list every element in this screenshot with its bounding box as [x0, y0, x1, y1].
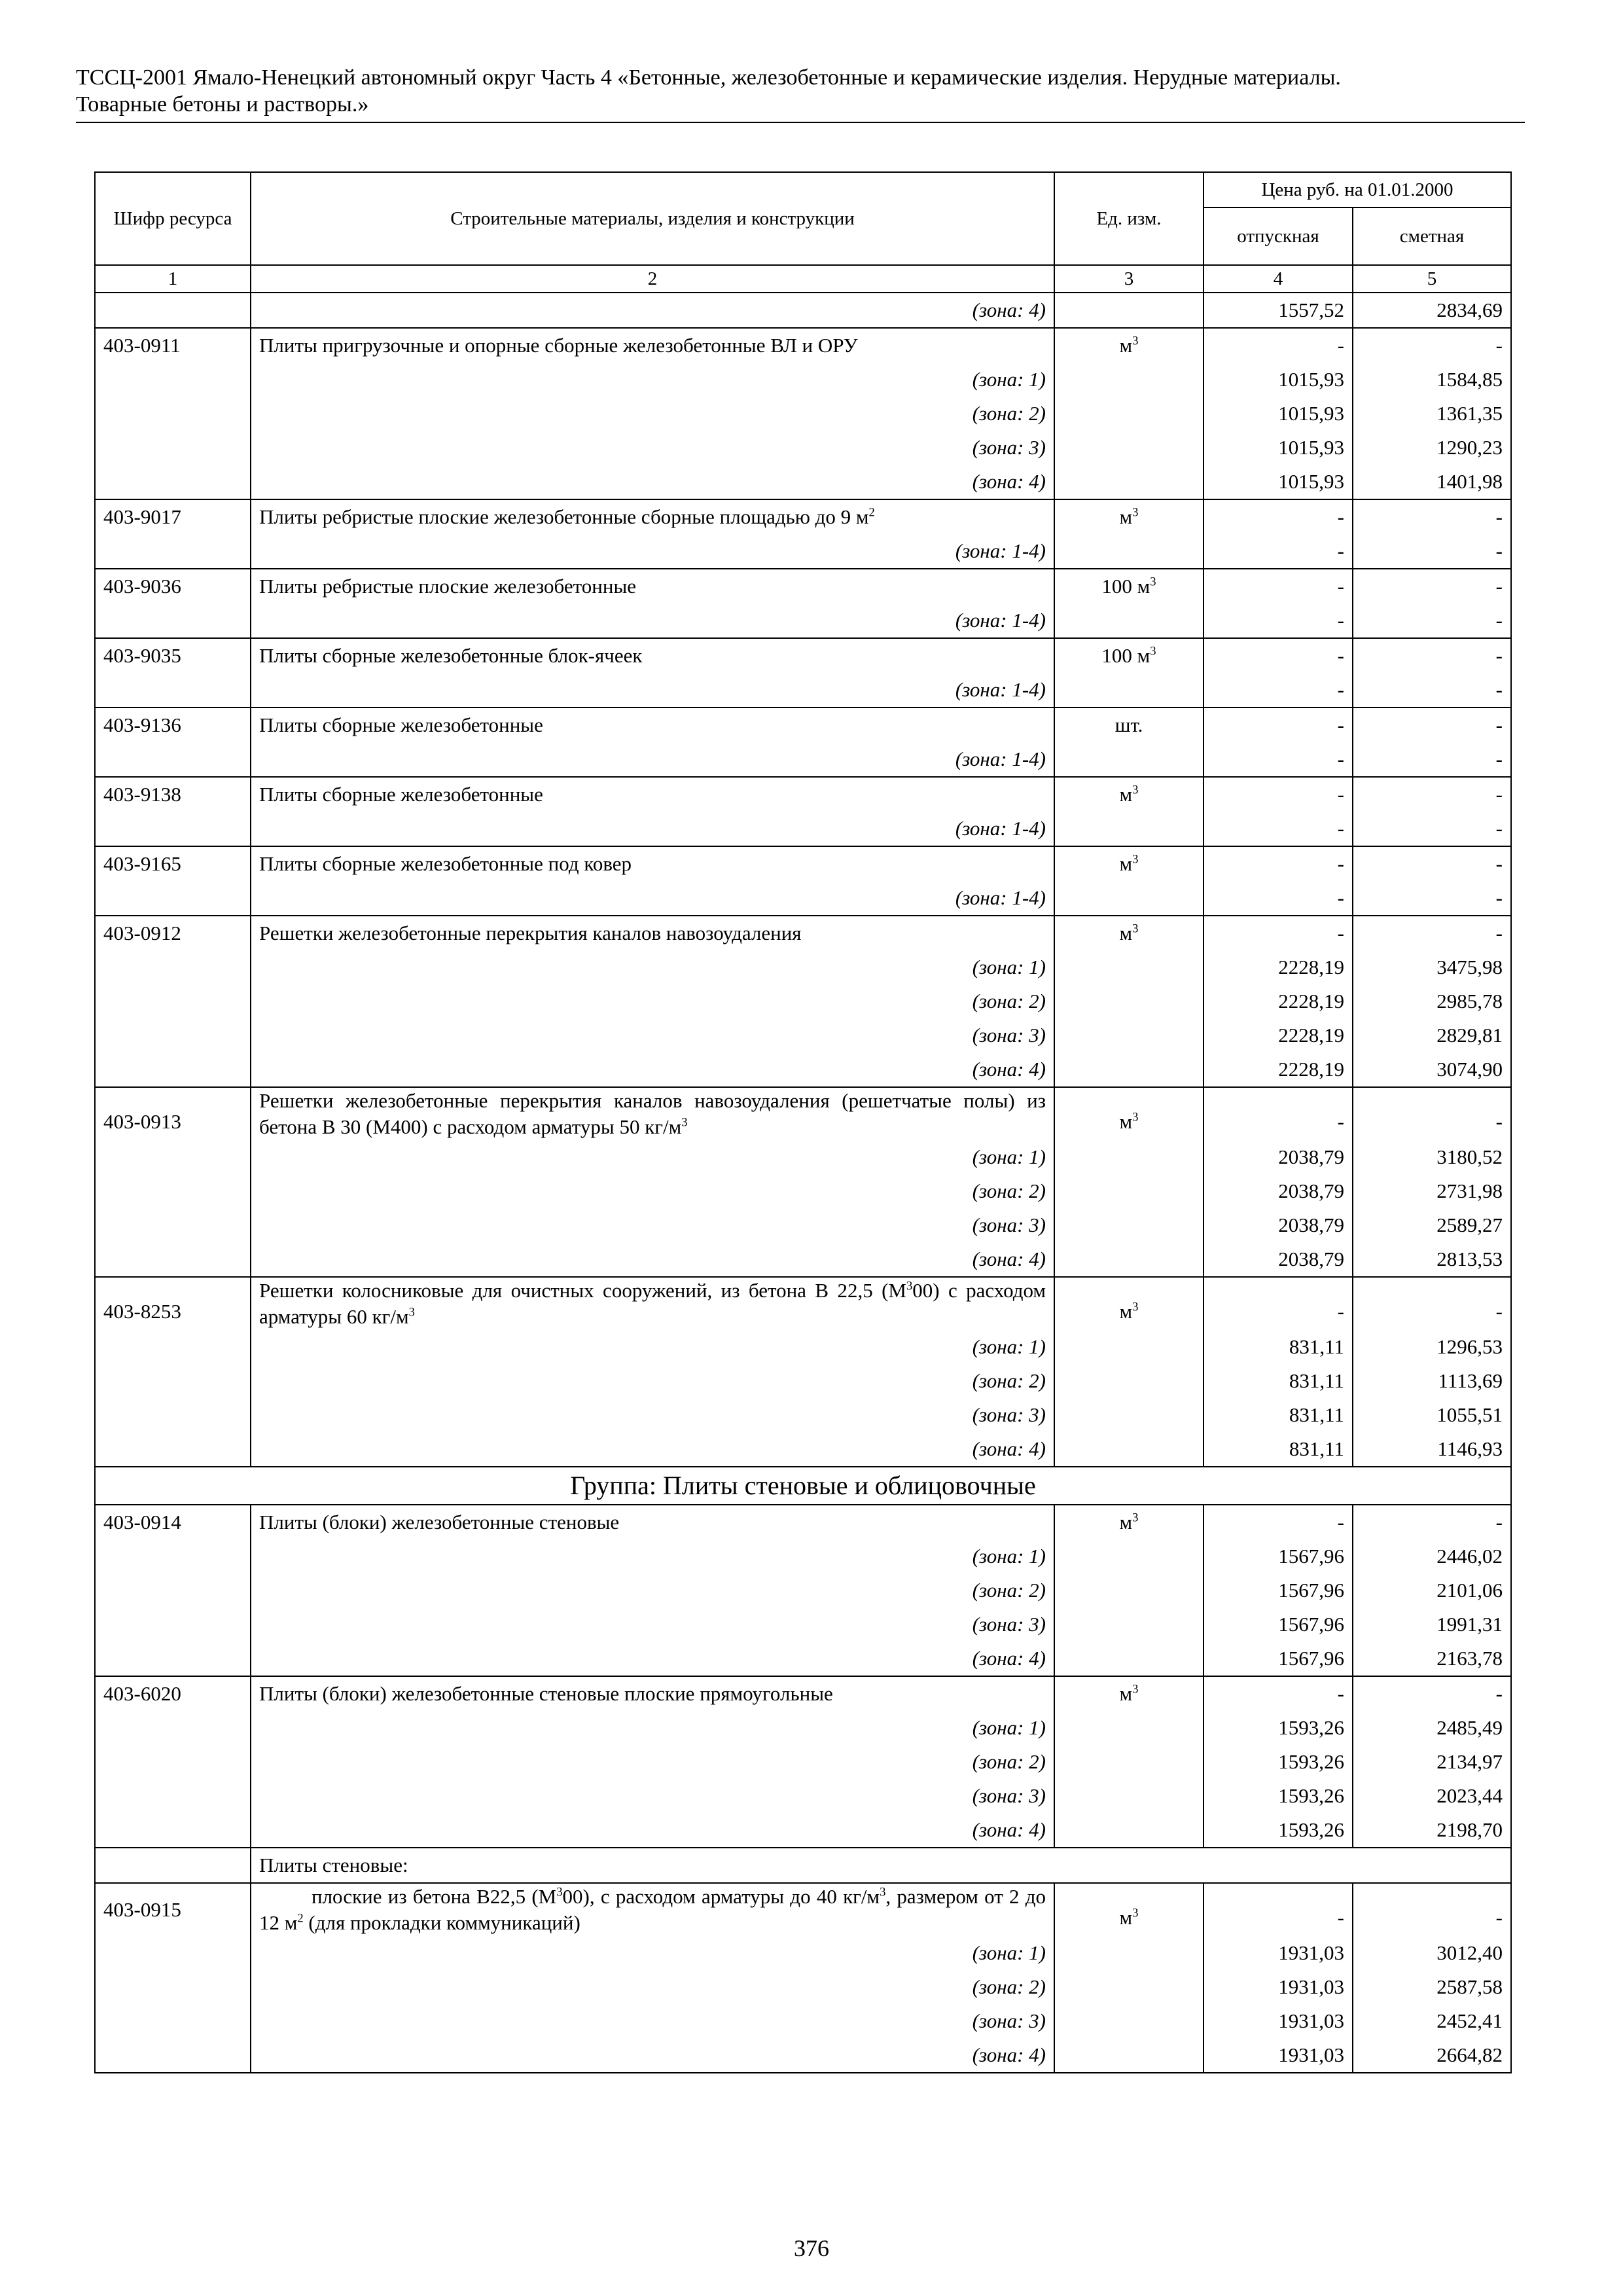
release-price: 1557,52	[1204, 293, 1353, 328]
table-row	[95, 1848, 1511, 1883]
table-row: (зона: 1-4) - -	[95, 673, 1511, 708]
resource-name: Плиты сборные железобетонные	[251, 708, 1054, 742]
table-row: 403-9138 Плиты сборные железобетонные $м^3$ - -	[95, 777, 1511, 812]
table-row: (зона: 1-4) - -	[95, 534, 1511, 569]
resource-name: Плиты пригрузочные и опорные сборные железобетонные ВЛ и ОРУ	[251, 328, 1054, 363]
unit: 100 $м^3$	[1054, 569, 1204, 603]
table-row: (зона: 1) 2228,19 3475,98	[95, 950, 1511, 984]
table-row: (зона: 2) 2228,19 2985,78	[95, 984, 1511, 1018]
resource-block	[95, 328, 1511, 499]
table-row: (зона: 3) 1593,26 2023,44	[95, 1779, 1511, 1813]
col-release-header: отпускная	[1204, 207, 1353, 265]
resource-name: Плиты сборные железобетонные блок-ячеек	[251, 638, 1054, 673]
resource-name: Плиты ребристые плоские железобетонные сборные площадью до 9 $м^2$	[251, 499, 1054, 534]
resource-code: 403-8253	[95, 1277, 251, 1330]
table-row: (зона: 1) 2038,79 3180,52	[95, 1140, 1511, 1174]
unit: $м^3$	[1054, 1883, 1204, 1936]
table-row: 403-9017 Плиты ребристые плоские железобетонные сборные площадью до 9 $м^2$ $м^3$ - -	[95, 499, 1511, 534]
estimate-price: 2834,69	[1353, 293, 1511, 328]
table-row: (зона: 2) 1015,93 1361,35	[95, 397, 1511, 431]
resource-block	[95, 499, 1511, 569]
table-row: (зона: 1) 1593,26 2485,49	[95, 1711, 1511, 1745]
resource-block	[95, 638, 1511, 708]
col-price-header: Цена руб. на 01.01.2000	[1204, 172, 1511, 207]
table-row: 403-9165 Плиты сборные железобетонные под ковер $м^3$ - -	[95, 846, 1511, 881]
resource-name: Решетки железобетонные перекрытия каналов навозоудаления	[251, 916, 1054, 950]
table-row: (зона: 2) 1567,96 2101,06	[95, 1573, 1511, 1607]
table-row: (зона: 4) 831,11 1146,93	[95, 1432, 1511, 1467]
table-row: 403-8253 Решетки колосниковые для очистных сооружений, из бетона В 22,5 $(М^300)$ с расходом арматуры 60 $кг/м^3$ $м^3$ - -	[95, 1277, 1511, 1330]
release-price: -	[1204, 328, 1353, 363]
table-row: 403-0912 Решетки железобетонные перекрытия каналов навозоудаления $м^3$ - -	[95, 916, 1511, 950]
col-number-2: 2	[251, 265, 1054, 293]
resource-name: Плиты сборные железобетонные	[251, 777, 1054, 812]
table-row: (зона: 3) 2038,79 2589,27	[95, 1208, 1511, 1242]
resource-code: 403-9136	[95, 708, 251, 742]
col-number-4: 4	[1204, 265, 1353, 293]
table-row: (зона: 4) 1931,03 2664,82	[95, 2038, 1511, 2073]
table-row: 403-0914 Плиты (блоки) железобетонные стеновые $м^3$ - -	[95, 1505, 1511, 1539]
table-row: (зона: 4) 1593,26 2198,70	[95, 1813, 1511, 1848]
col-number-3: 3	[1054, 265, 1204, 293]
resource-block	[95, 1277, 1511, 1467]
header-line-2: Товарные бетоны и растворы.»	[76, 92, 369, 117]
zone-label: (зона: 4)	[251, 293, 1054, 328]
table-row: 403-0915 плоские из бетона В22,5 $(М^300)$, с расходом арматуры до 40 $кг/м^3$, размером от 2 до 12 $м^2$ (для прокладки коммуникаций) $м^3$ - -	[95, 1883, 1511, 1936]
resource-code: 403-9036	[95, 569, 251, 603]
unit: $м^3$	[1054, 328, 1204, 363]
unit: $м^3$	[1054, 499, 1204, 534]
col-number-1: 1	[95, 265, 251, 293]
resource-code: 403-0913	[95, 1087, 251, 1140]
table-row: (зона: 1) 831,11 1296,53	[95, 1330, 1511, 1364]
resource-name: Плиты ребристые плоские железобетонные	[251, 569, 1054, 603]
table-row: (зона: 2) 2038,79 2731,98	[95, 1174, 1511, 1208]
resource-name: Решетки колосниковые для очистных сооружений, из бетона В 22,5 $(М^300)$ с расходом арматуры 60 $кг/м^3$	[251, 1277, 1054, 1330]
col-unit-header: Ед. изм.	[1054, 172, 1204, 265]
resource-block	[95, 1505, 1511, 1676]
unit: $м^3$	[1054, 1277, 1204, 1330]
unit: $м^3$	[1054, 916, 1204, 950]
unit: $м^3$	[1054, 846, 1204, 881]
subheader-block	[95, 1848, 1511, 1883]
unit: $м^3$	[1054, 1087, 1204, 1140]
table-row: (зона: 1-4) - -	[95, 603, 1511, 638]
resource-block	[95, 1883, 1511, 2073]
table-row: (зона: 2) 831,11 1113,69	[95, 1364, 1511, 1398]
resource-code: 403-0915	[95, 1883, 251, 1936]
resource-block	[95, 708, 1511, 777]
table-row: (зона: 4) 2228,19 3074,90	[95, 1052, 1511, 1087]
table-row: (зона: 4) 1015,93 1401,98	[95, 465, 1511, 499]
col-estimate-header: сметная	[1353, 207, 1511, 265]
table-row: 403-9035 Плиты сборные железобетонные блок-ячеек 100 $м^3$ - -	[95, 638, 1511, 673]
subheader: Плиты стеновые:	[251, 1848, 1511, 1883]
carry-over-block	[95, 293, 1511, 328]
unit: шт.	[1054, 708, 1204, 742]
page-number: 376	[794, 2235, 829, 2261]
table-row: (зона: 3) 1015,93 1290,23	[95, 431, 1511, 465]
resource-code: 403-9017	[95, 499, 251, 534]
col-code-header: Шифр ресурса	[95, 172, 251, 265]
resource-block	[95, 569, 1511, 638]
table-row: (зона: 1) 1931,03 3012,40	[95, 1936, 1511, 1970]
resource-name: Плиты (блоки) железобетонные стеновые плоские прямоугольные	[251, 1676, 1054, 1711]
resource-code: 403-0914	[95, 1505, 251, 1539]
table-row: (зона: 1) 1015,93 1584,85	[95, 363, 1511, 397]
table-row: (зона: 4) 1567,96 2163,78	[95, 1641, 1511, 1676]
table-row: (зона: 3) 2228,19 2829,81	[95, 1018, 1511, 1052]
group-title: Группа: Плиты стеновые и облицовочные	[95, 1467, 1511, 1505]
table-row: 403-0913 Решетки железобетонные перекрытия каналов навозоудаления (решетчатые полы) из бетона В 30 (М400) с расходом арматуры 50 $кг/м^3$ $м^3$ - -	[95, 1087, 1511, 1140]
resource-code: 403-9138	[95, 777, 251, 812]
resource-code: 403-9165	[95, 846, 251, 881]
col-name-header: Строительные материалы, изделия и конструкции	[251, 172, 1054, 265]
table-row: (зона: 3) 1931,03 2452,41	[95, 2004, 1511, 2038]
table-row: (зона: 3) 1567,96 1991,31	[95, 1607, 1511, 1641]
header-line-1: ТССЦ-2001 Ямало-Ненецкий автономный округ Часть 4 «Бетонные, железобетонные и керамические изделия. Нерудные материалы.	[76, 65, 1341, 90]
estimate-price: -	[1353, 328, 1511, 363]
table-row: 403-6020 Плиты (блоки) железобетонные стеновые плоские прямоугольные $м^3$ - -	[95, 1676, 1511, 1711]
resource-name: Решетки железобетонные перекрытия каналов навозоудаления (решетчатые полы) из бетона В 30 (М400) с расходом арматуры 50 $кг/м^3$	[251, 1087, 1054, 1140]
table-row: (зона: 1-4) - -	[95, 812, 1511, 846]
resource-block	[95, 1087, 1511, 1277]
table-row: (зона: 1-4) - -	[95, 881, 1511, 916]
table-row: (зона: 2) 1593,26 2134,97	[95, 1745, 1511, 1779]
table-row: (зона: 4) 2038,79 2813,53	[95, 1242, 1511, 1277]
resource-block	[95, 846, 1511, 916]
resource-name: Плиты (блоки) железобетонные стеновые	[251, 1505, 1054, 1539]
table-row: (зона: 3) 831,11 1055,51	[95, 1398, 1511, 1432]
table-row: (зона: 1-4) - -	[95, 742, 1511, 777]
table-row: (зона: 1) 1567,96 2446,02	[95, 1539, 1511, 1573]
resource-name: плоские из бетона В22,5 $(М^300)$, с расходом арматуры до 40 $кг/м^3$, размером от 2 до 12 $м^2$ (для прокладки коммуникаций)	[251, 1883, 1054, 1936]
resource-block	[95, 777, 1511, 846]
table-row: 403-9036 Плиты ребристые плоские железобетонные 100 $м^3$ - -	[95, 569, 1511, 603]
resource-code: 403-0912	[95, 916, 251, 950]
table-row	[95, 293, 1511, 328]
table-row	[95, 1467, 1511, 1505]
resource-code: 403-0911	[95, 328, 251, 363]
price-table	[94, 171, 1512, 2073]
resource-block	[95, 1676, 1511, 1848]
table-row: 403-9136 Плиты сборные железобетонные шт. - -	[95, 708, 1511, 742]
page-header	[76, 64, 1525, 123]
unit: $м^3$	[1054, 777, 1204, 812]
resource-name: Плиты сборные железобетонные под ковер	[251, 846, 1054, 881]
table-row: (зона: 2) 1931,03 2587,58	[95, 1970, 1511, 2004]
group-block	[95, 1467, 1511, 1505]
unit: $м^3$	[1054, 1505, 1204, 1539]
resource-block	[95, 916, 1511, 1087]
col-number-5: 5	[1353, 265, 1511, 293]
unit: 100 $м^3$	[1054, 638, 1204, 673]
resource-code: 403-6020	[95, 1676, 251, 1711]
resource-code: 403-9035	[95, 638, 251, 673]
table-row	[95, 328, 1511, 363]
unit: $м^3$	[1054, 1676, 1204, 1711]
